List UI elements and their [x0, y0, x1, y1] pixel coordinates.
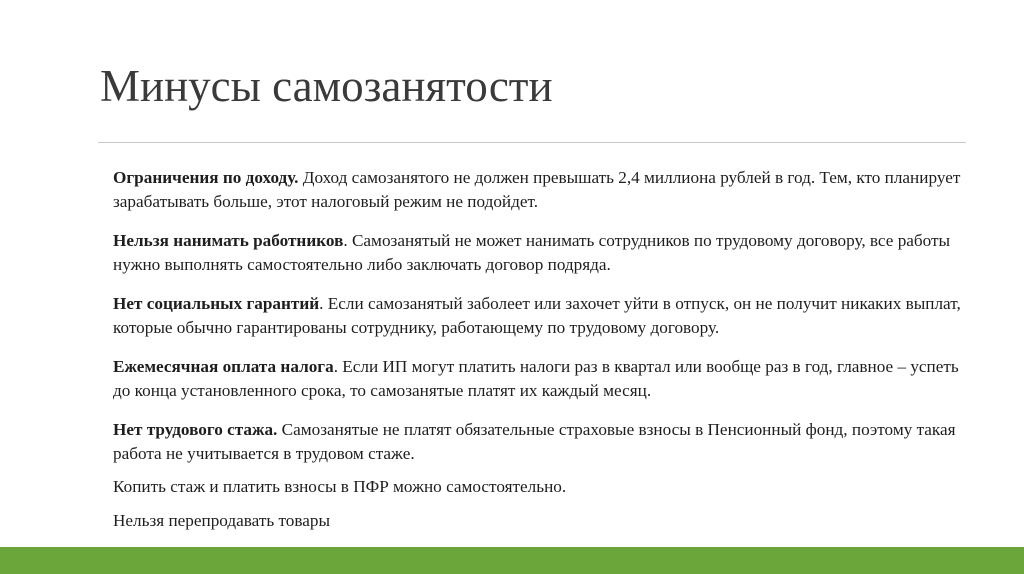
paragraph-text: Самозанятые не платят обязательные страховые взносы в Пенсионный фонд, поэтому такая работа не учитывается в трудовом стаже. — [113, 420, 956, 463]
paragraph-no-hiring — [113, 229, 963, 276]
line-pension-contributions: Копить стаж и платить взносы в ПФР можно самостоятельно. — [113, 477, 567, 496]
paragraph-no-social-guarantees — [113, 292, 963, 339]
paragraph-monthly-tax — [113, 355, 963, 402]
paragraph-text: . Самозанятый не может нанимать сотрудников по трудовому договору, все работы нужно выполнять самостоятельно либо заключать договор подряда. — [113, 231, 951, 274]
paragraph-lead: Нет социальных гарантий — [113, 294, 320, 313]
paragraph-lead: Ежемесячная оплата налога — [113, 357, 334, 376]
paragraph-lead: Нет трудового стажа. — [113, 420, 278, 439]
footer-accent-bar — [0, 547, 1024, 574]
slide-content — [113, 166, 963, 542]
paragraph-no-work-experience — [113, 418, 963, 465]
line-no-resale: Нельзя перепродавать товары — [113, 510, 331, 530]
title-divider — [98, 142, 966, 143]
paragraph-lead: Ограничения по доходу. — [113, 168, 299, 187]
slide-title: Минусы самозанятости — [100, 61, 553, 111]
paragraph-text: Доход самозанятого не должен превышать 2,4 миллиона рублей в год. Тем, кто планирует зарабатывать больше, этот налоговый режим не подойдет. — [113, 168, 961, 211]
paragraph-text: . Если самозанятый заболеет или захочет уйти в отпуск, он не получит никаких выплат, которые обычно гарантированы сотруднику, работающему по трудовому договору. — [113, 294, 961, 337]
paragraph-income-limit — [113, 166, 963, 213]
paragraph-lead: Нельзя нанимать работников — [113, 231, 344, 250]
paragraph-text: . Если ИП могут платить налоги раз в квартал или вообще раз в год, главное – успеть до конца установленного срока, то самозанятые платят их каждый месяц. — [113, 357, 959, 400]
